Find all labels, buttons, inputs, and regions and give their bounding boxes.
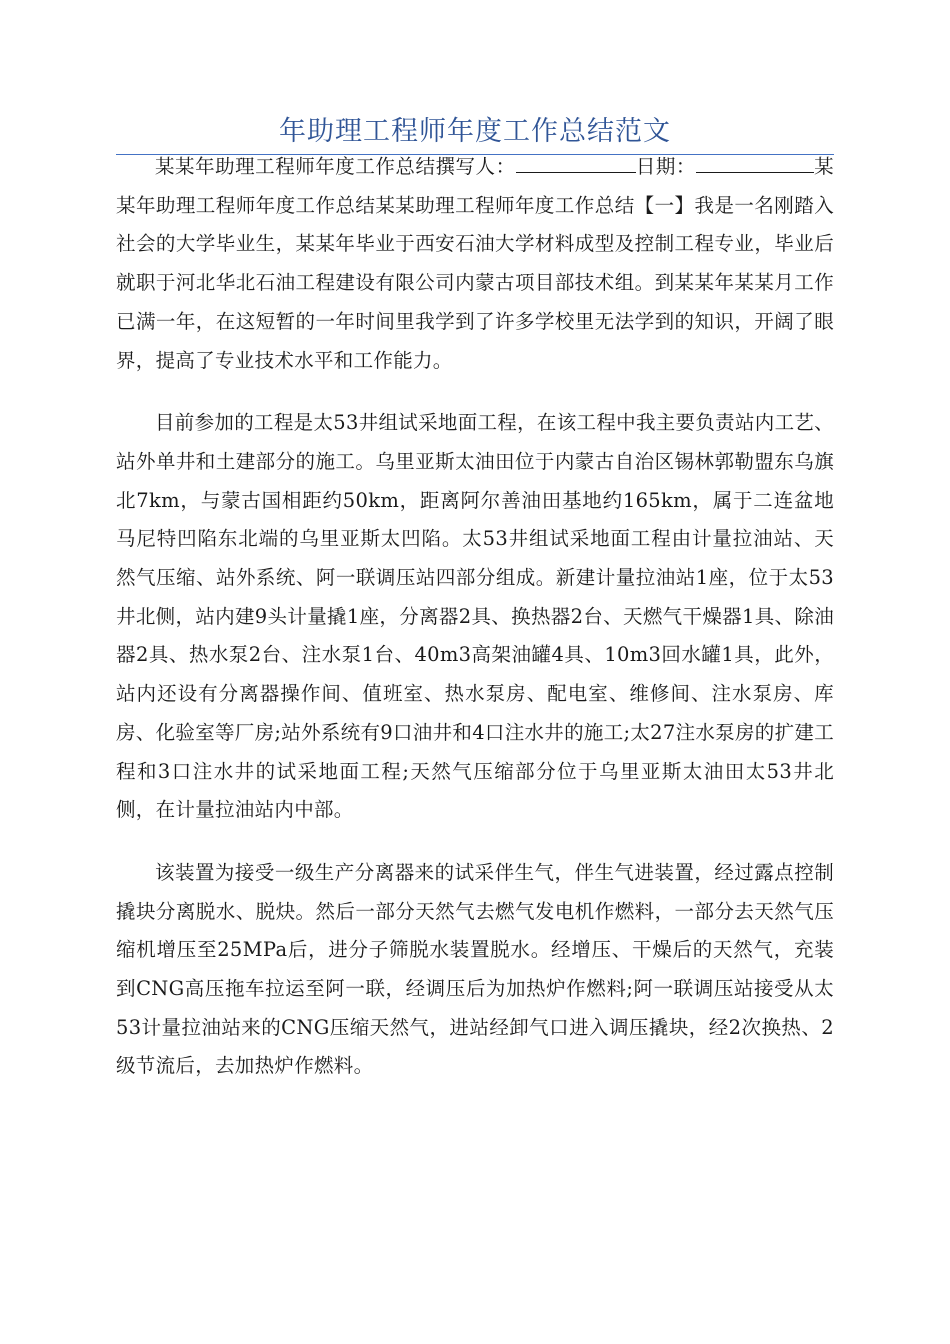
intro-lead: 某某年助理工程师年度工作总结撰写人： (155, 155, 516, 178)
author-blank (516, 152, 636, 173)
paragraph-project: 目前参加的工程是太53井组试采地面工程，在该工程中我主要负责站内工艺、站外单井和土建部分的施工。乌里亚斯太油田位于内蒙古自治区锡林郭勒盟东乌旗北7km，与蒙古国相距约50km，距离阿尔善油田基地约165km，属于二连盆地马尼特凹陷东北端的乌里亚斯太凹陷。太53井组试采地面工程由计量拉油站、天然气压缩、站外系统、阿一联调压站四部分组成。新建计量拉油站1座，位于太53井北侧，站内建9头计量撬1座，分离器2具、换热器2台、天燃气干燥器1具、除油器2具、热水泵2台、注水泵1台、40m3高架油罐4具、10m3回水罐1具，此外，站内还设有分离器操作间、值班室、热水泵房、配电室、维修间、注水泵房、库房、化验室等厂房;站外系统有9口油井和4口注水井的施工;太27注水泵房的扩建工程和3口注水井的试采地面工程;天然气压缩部分位于乌里亚斯太油田太53井北侧，在计量拉油站内中部。 (116, 411, 834, 822)
document-title: 年助理工程师年度工作总结范文 (279, 116, 671, 147)
paragraph-intro (116, 148, 834, 380)
date-label: 日期： (635, 155, 696, 178)
document-body (116, 148, 834, 1086)
intro-rest: 某某年助理工程师年度工作总结某某助理工程师年度工作总结【一】我是一名刚踏入社会的大学毕业生，某某年毕业于西安石油大学材料成型及控制工程专业，毕业后就职于河北华北石油工程建设有限公司内蒙古项目部技术组。到某某年某某月工作已满一年，在这短暂的一年时间里我学到了许多学校里无法学到的知识，开阔了眼界，提高了专业技术水平和工作能力。 (116, 155, 834, 372)
paragraph-device: 该装置为接受一级生产分离器来的试采伴生气，伴生气进装置，经过露点控制撬块分离脱水、脱炔。然后一部分天然气去燃气发电机作燃料，一部分去天然气压缩机增压至25MPa后，进分子筛脱水装置脱水。经增压、干燥后的天然气，充装到CNG高压拖车拉运至阿一联，经调压后为加热炉作燃料;阿一联调压站接受从太53计量拉油站来的CNG压缩天然气，进站经卸气口进入调压撬块，经2次换热、2级节流后，去加热炉作燃料。 (116, 860, 834, 1078)
date-blank (696, 152, 814, 173)
